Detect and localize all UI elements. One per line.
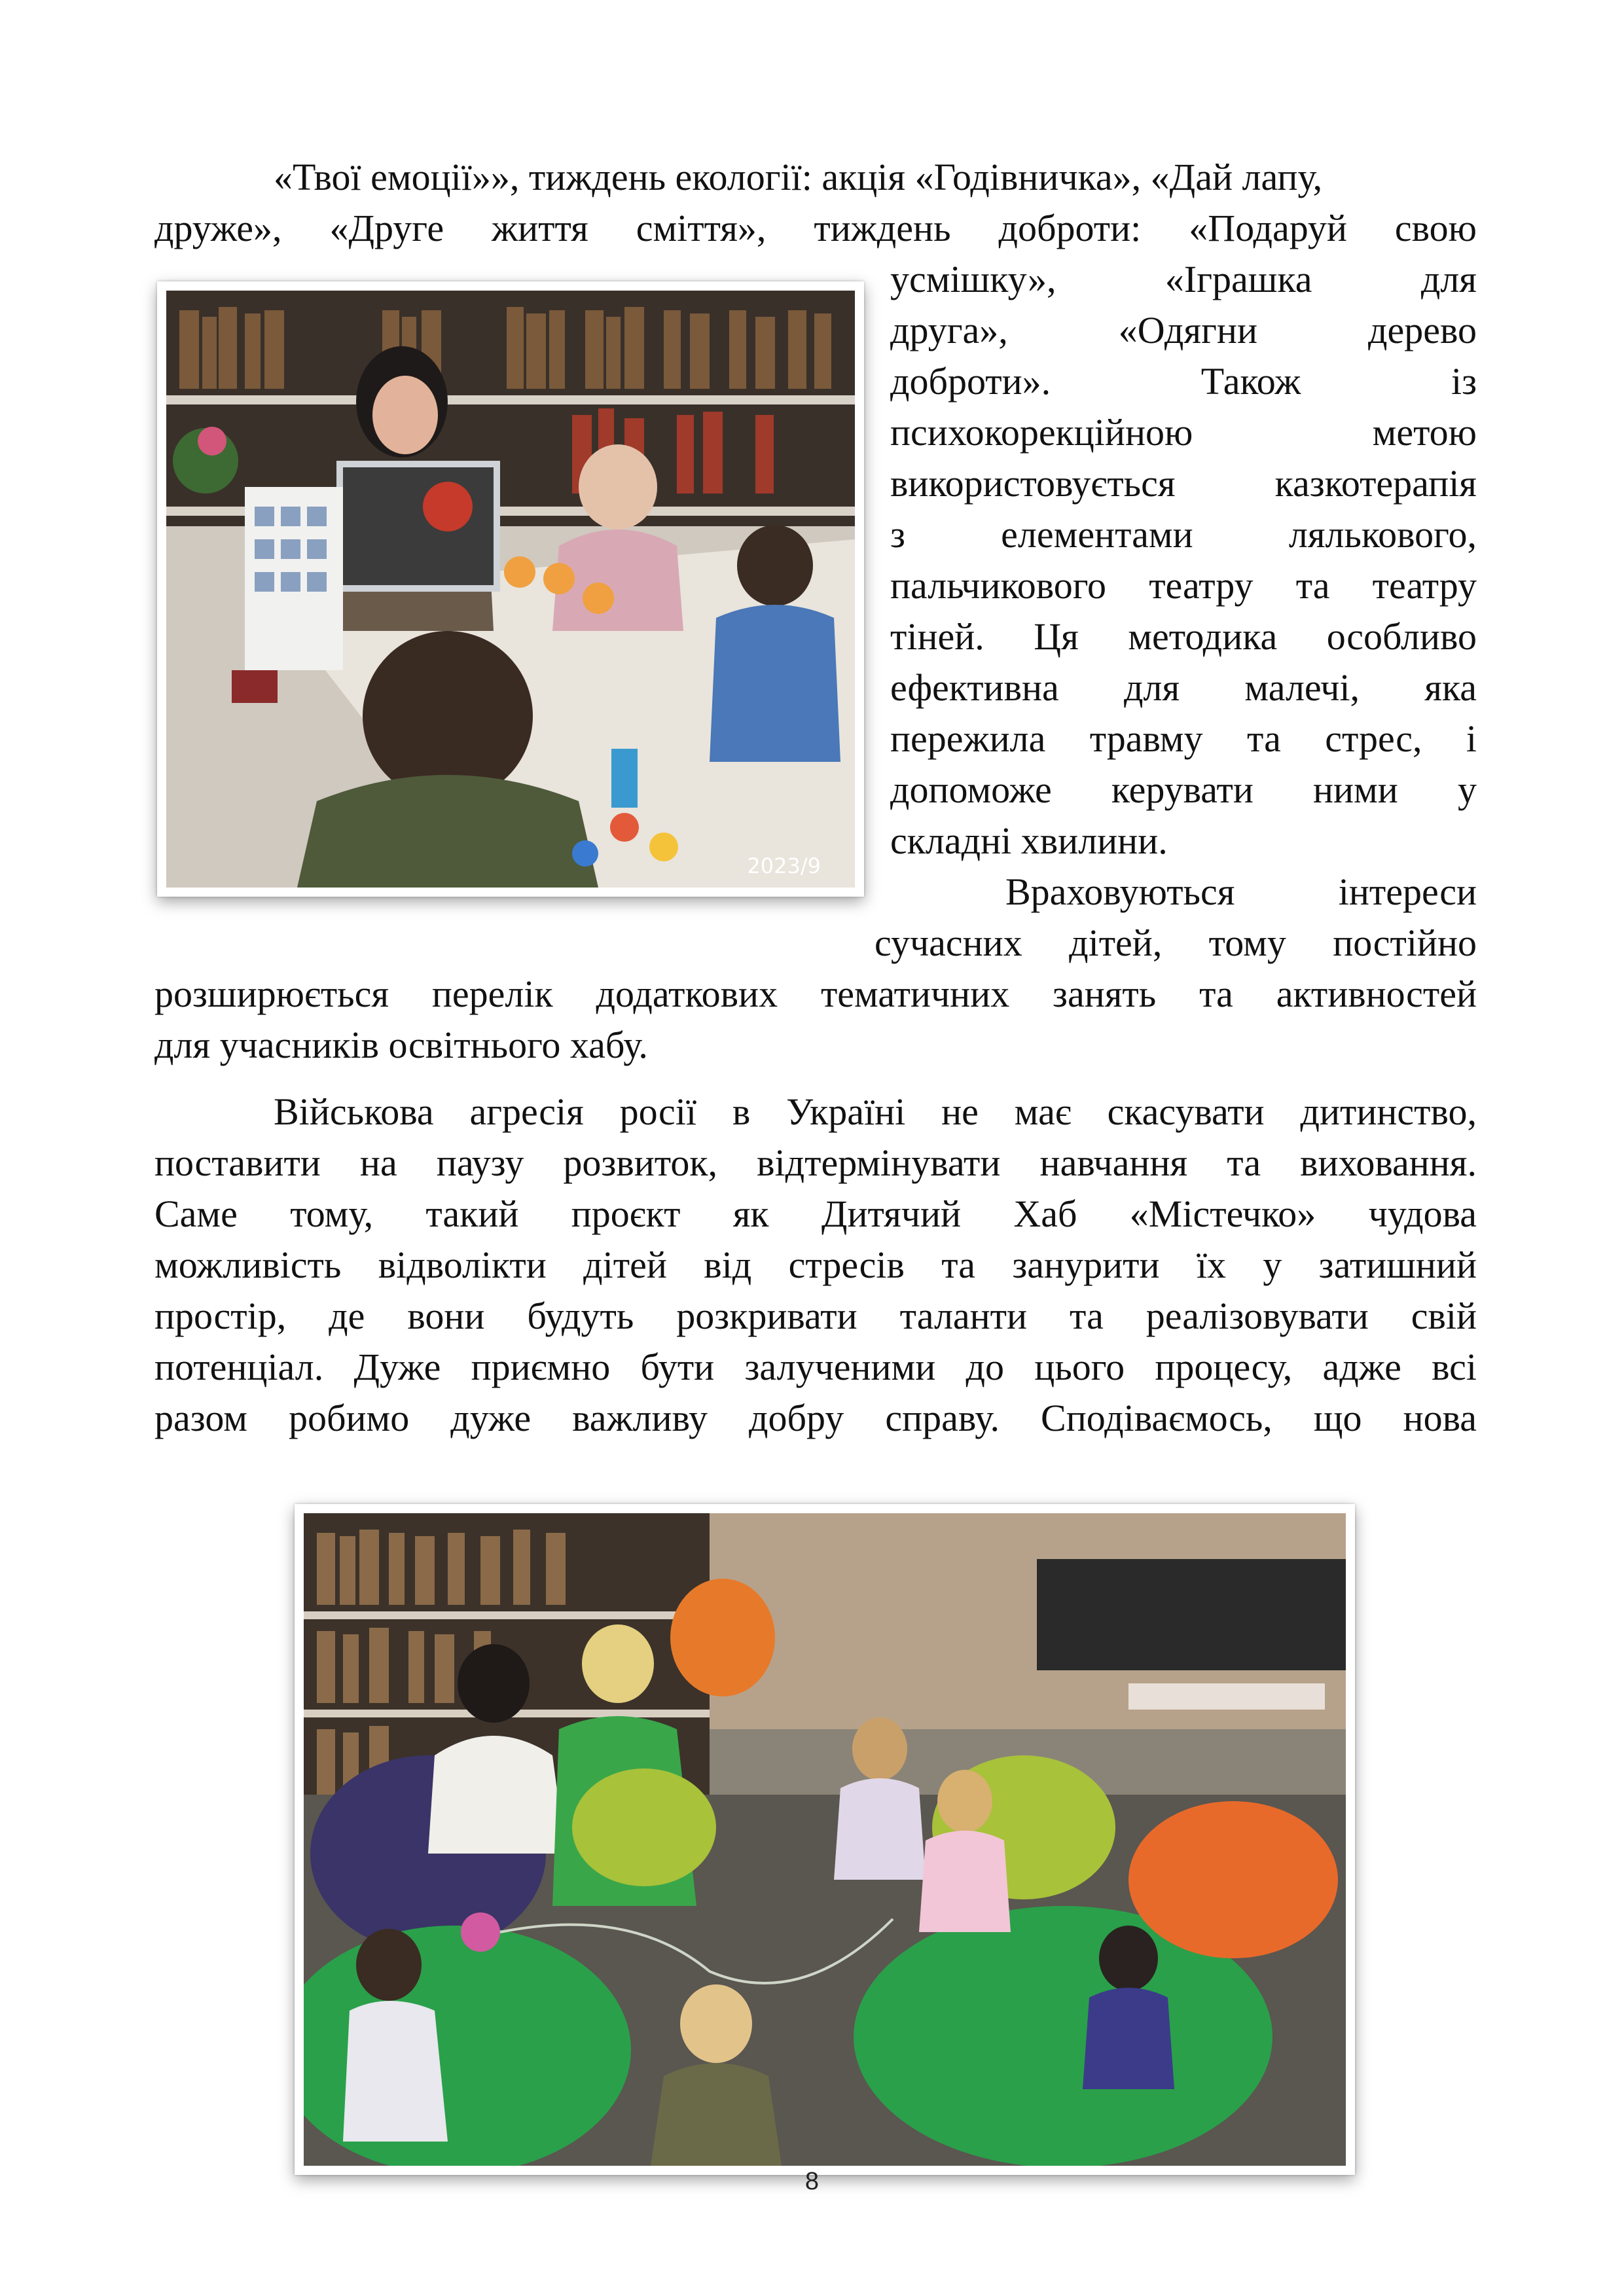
p1-line-14: складні хвилини. xyxy=(890,819,1168,862)
p1-line-11: ефективна для малечі, яка xyxy=(890,666,1477,709)
photo-bean-bags-image xyxy=(304,1513,1346,2166)
p3-line-4: можливість відволікти дітей від стресів та занурити їх у затишний xyxy=(154,1244,1477,1286)
p2-line-2: сучасних дітей, тому постійно xyxy=(875,922,1477,964)
p3-line-2: поставити на паузу розвиток, відтермінувати навчання та виховання. xyxy=(154,1141,1477,1184)
p1-line-3: усмішку», «Іграшка для xyxy=(890,258,1477,300)
p3-line-1: Військова агресія росії в Україні не має скасувати дитинство, xyxy=(274,1090,1477,1133)
p1-line-8: з елементами лялькового, xyxy=(890,513,1477,556)
p1-line-6: психокорекційною метою xyxy=(890,411,1477,454)
p3-line-3: Саме тому, такий проєкт як Дитячий Хаб «Містечко» чудова xyxy=(154,1193,1477,1235)
p2-line-3: розширюється перелік додаткових тематичних занять та активностей xyxy=(154,973,1477,1015)
p1-line-7: використовується казкотерапія xyxy=(890,462,1477,505)
p1-line-4: друга», «Одягни дерево xyxy=(890,309,1477,351)
p1-line-5: доброти». Також із xyxy=(890,360,1477,403)
page-number: 8 xyxy=(804,2168,820,2195)
p1-line-10: тіней. Ця методика особливо xyxy=(890,615,1477,658)
p3-line-6: потенціал. Дуже приємно бути залученими до цього процесу, адже всі xyxy=(154,1346,1477,1388)
photo-bean-bags xyxy=(295,1504,1355,2175)
p3-line-5: простір, де вони будуть розкривати таланти та реалізовувати свій xyxy=(154,1295,1477,1337)
p3-line-7: разом робимо дуже важливу добру справу. Сподіваємось, що нова xyxy=(154,1397,1477,1439)
p1-line-13: допоможе керувати ними у xyxy=(890,768,1477,811)
p2-line-1: Враховуються інтереси xyxy=(1005,870,1477,913)
photo-library-table-image xyxy=(166,291,855,888)
p1-line-1: «Твої емоції»», тиждень екології: акція «Годівничка», «Дай лапу, xyxy=(274,156,1323,198)
p1-line-12: пережила травму та стрес, і xyxy=(890,717,1477,760)
p1-line-2: друже», «Друге життя сміття», тиждень доброти: «Подаруй свою xyxy=(154,207,1477,249)
photo-library-table xyxy=(157,281,864,897)
p1-line-9: пальчикового театру та театру xyxy=(890,564,1477,607)
photo-date-stamp: 2023/9 xyxy=(747,853,821,878)
p2-line-4: для учасників освітнього хабу. xyxy=(154,1024,648,1066)
